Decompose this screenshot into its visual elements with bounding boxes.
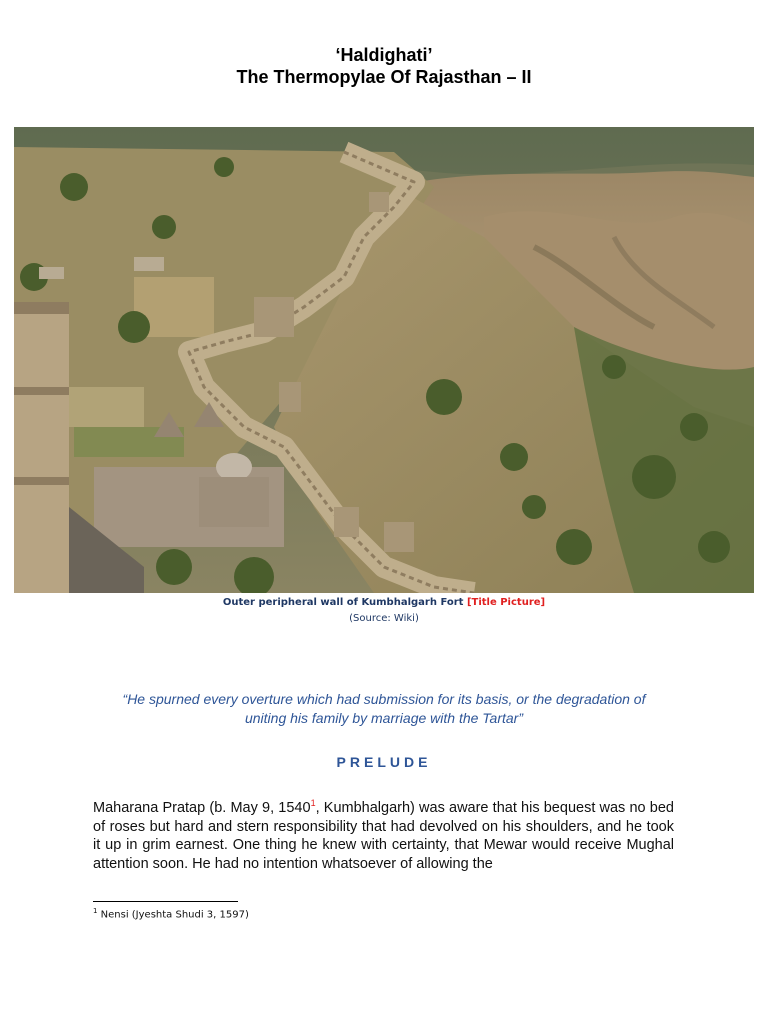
- document-title-line1: ‘Haldighati’: [335, 45, 433, 65]
- footnote-reference[interactable]: 1: [310, 798, 316, 809]
- figure-caption-text: Outer peripheral wall of Kumbhalgarh Fort: [222, 597, 467, 608]
- footnote: [93, 907, 249, 920]
- figure-source: (Source: Wiki): [349, 613, 419, 624]
- body-paragraph: [93, 799, 674, 873]
- figure-caption: [0, 596, 768, 610]
- paragraph-text-start: Maharana Pratap (b. May 9, 1540: [93, 800, 311, 816]
- section-heading: PRELUDE: [336, 754, 432, 770]
- kumbhalgarh-fort-photo: [14, 127, 754, 593]
- footnote-text: Nensi (Jyeshta Shudi 3, 1597): [97, 909, 249, 921]
- footnote-divider: [93, 901, 238, 902]
- footnote-number: 1: [93, 907, 98, 915]
- document-title-line2: The Thermopylae Of Rajasthan – II: [236, 67, 532, 87]
- paragraph-text-rest: , Kumbhalgarh) was aware that his bequest was no bed of roses but hard and stern responsibility that had devolved on his shoulders, and he took it up in grim earnest. One thing he knew with certainty, that Mewar would receive Mughal attention soon. He had no intention whatsoever of allowing the: [93, 800, 674, 872]
- epigraph-quote: “He spurned every overture which had submission for its basis, or the degradation of uniting his family by marriage with the Tartar”: [122, 691, 646, 726]
- figure-caption-tag: [Title Picture]: [466, 597, 546, 608]
